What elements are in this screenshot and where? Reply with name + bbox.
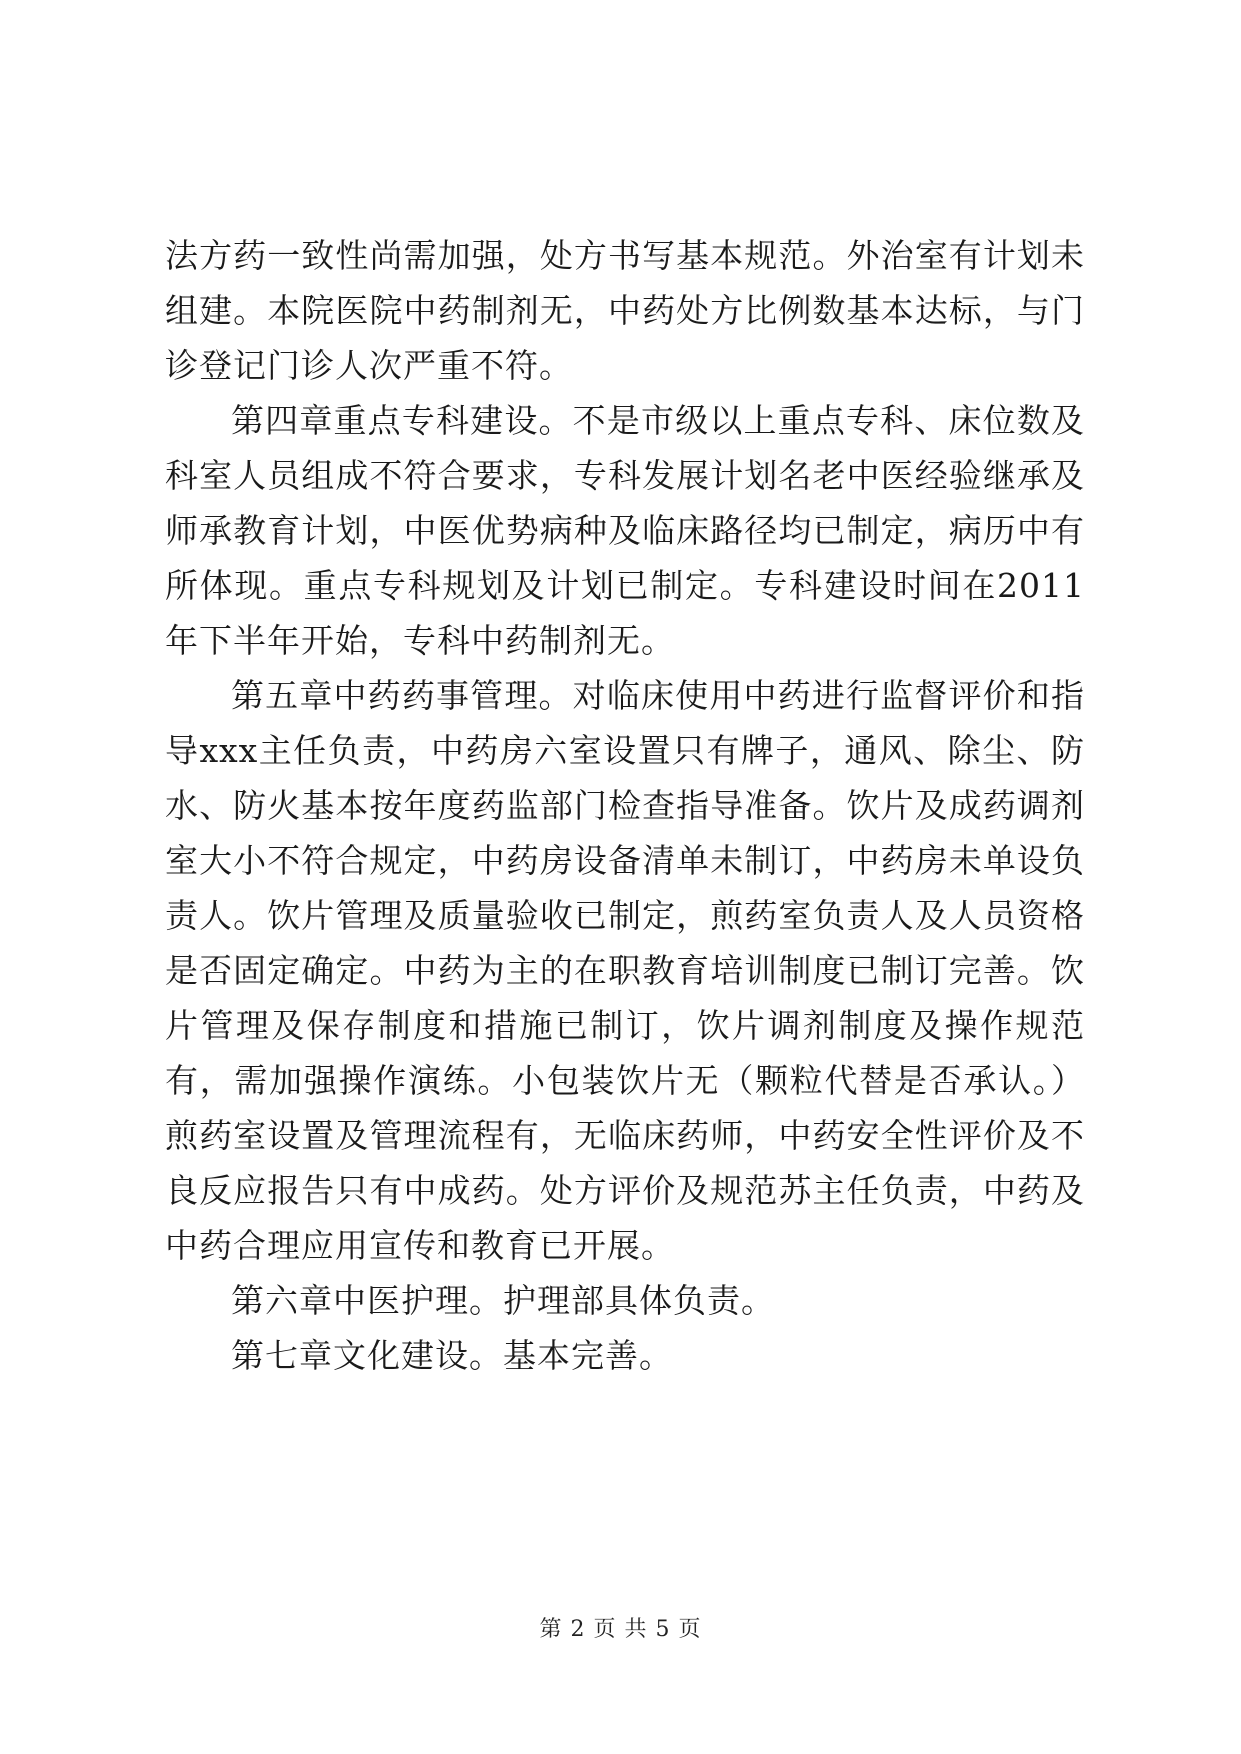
paragraph-chapter-5-pharmacy-management: 第五章中药药事管理。对临床使用中药进行监督评价和指导xxx主任负责，中药房六室设置只有牌子，通风、除尘、防水、防火基本按年度药监部门检查指导准备。饮片及成药调剂室大小不符合规定，中药房设备清单未制订，中药房未单设负责人。饮片管理及质量验收已制定，煎药室负责人及人员资格是否固定确定。中药为主的在职教育培训制度已制订完善。饮片管理及保存制度和措施已制订，饮片调剂制度及操作规范有，需加强操作演练。小包装饮片无（颗粒代替是否承认。）煎药室设置及管理流程有，无临床药师，中药安全性评价及不良反应报告只有中成药。处方评价及规范苏主任负责，中药及中药合理应用宣传和教育已开展。 (165, 676, 1085, 1265)
paragraph-chapter-6-nursing: 第六章中医护理。护理部具体负责。 (231, 1281, 775, 1320)
page-number-footer: 第 2 页 共 5 页 (539, 1617, 702, 1642)
document-body (165, 228, 1085, 1383)
paragraph-chapter-4-key-specialty: 第四章重点专科建设。不是市级以上重点专科、床位数及科室人员组成不符合要求，专科发展计划名老中医经验继承及师承教育计划，中医优势病种及临床路径均已制定，病历中有所体现。重点专科规划及计划已制定。专科建设时间在2011年下半年开始，专科中药制剂无。 (165, 401, 1085, 660)
paragraph-chapter-7-culture: 第七章文化建设。基本完善。 (231, 1336, 673, 1375)
paragraph-prescription-consistency: 法方药一致性尚需加强，处方书写基本规范。外治室有计划未组建。本院医院中药制剂无，中药处方比例数基本达标，与门诊登记门诊人次严重不符。 (165, 236, 1085, 385)
